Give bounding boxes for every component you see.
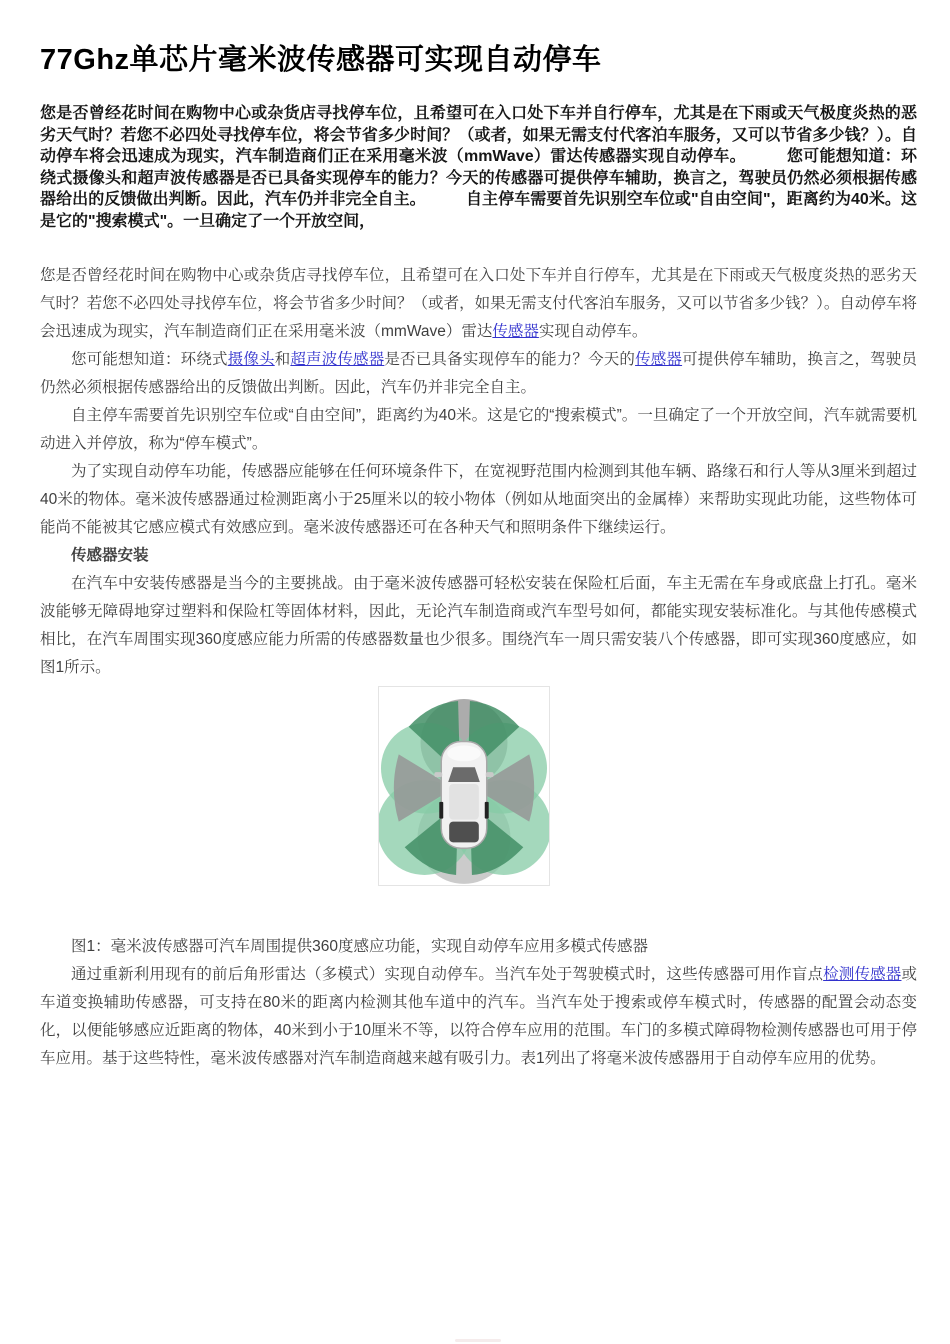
car-mirror-right: [486, 772, 494, 777]
text-segment: 是否已具备实现停车的能力？今天的: [384, 351, 636, 368]
paragraph-mmwave-radar: [40, 262, 917, 346]
car-mirror-left: [434, 772, 442, 777]
paragraph-search-mode: [40, 402, 917, 458]
article-body: [40, 262, 917, 1073]
text-segment: 可提供停车辅助，换言之，驾驶员仍然必须根据传感器给出的反馈做出判断。因此，汽车仍并非完全自主。: [40, 351, 917, 396]
car-top-view: [434, 742, 493, 849]
sensor-coverage-diagram: [379, 687, 549, 885]
figure-caption: 图1：毫米波传感器可汽车周围提供360度感应功能，实现自动停车应用多模式传感器: [71, 938, 648, 955]
section-heading-sensor-install: 传感器安装: [71, 547, 149, 564]
paragraph-detection-range: [40, 458, 917, 542]
text-segment: 您是否曾经花时间在购物中心或杂货店寻找停车位，且希望可在入口处下车并自行停车，尤其是在下雨或天气极度炎热的恶劣天气时？若您不必四处寻找停车位，将会节省多少时间？（或者，如果无需支付代客泊车服务，又可以节省多少钱？）。自动停车将会迅速成为现实，汽车制造商们正在采用毫米波（mmWave）雷达: [40, 267, 917, 340]
article-content: [0, 42, 950, 1073]
text-segment: 或车道变换辅助传感器，可支持在80米的距离内检测其他车道中的汽车。当汽车处于搜索或停车模式时，传感器的配置会动态变化，以便能够感应近距离的物体，40米到小于10厘米不等，以符合停车应用的范围。车门的多模式障碍物检测传感器也可用于停车应用。基于这些特性，毫米波传感器对汽车制造商越来越有吸引力。表1列出了将毫米波传感器用于自动停车应用的优势。: [40, 966, 917, 1067]
text-segment: 您可能想知道：环绕式: [71, 351, 228, 368]
car-windshield: [448, 767, 480, 782]
inline-link[interactable]: 摄像头: [227, 351, 275, 368]
next-content-peek: [455, 1339, 501, 1342]
paragraph-installation: [40, 570, 917, 682]
car-rear-window: [449, 822, 479, 843]
text-segment: 实现自动停车。: [538, 323, 648, 340]
intro-paragraph: 您是否曾经花时间在购物中心或杂货店寻找停车位，且希望可在入口处下车并自行停车，尤其是在下雨或天气极度炎热的恶劣天气时？若您不必四处寻找停车位，将会节省多少时间？（或者，如果无需支付代客泊车服务，又可以节省多少钱？）。自动停车将会迅速成为现实，汽车制造商们正在采用毫米波（mmWave）雷达传感器实现自动停车。 您可能想知道：环绕式摄像头和超声波传感器是否已具备实现停车的能力？今天的传感器可提供停车辅助，换言之，驾驶员仍然必须根据传感器给出的反馈做出判断。因此，汽车仍并非完全自主。 自主停车需要首先识别空车位或"自由空间"，距离约为40米。这是它的"搜索模式"。一旦确定了一个开放空间，: [40, 105, 917, 230]
figure-car-360-sensing: [378, 686, 550, 886]
car-wheel-left: [439, 802, 443, 819]
car-wheel-right: [485, 802, 489, 819]
text-segment: 和: [274, 351, 291, 368]
page-title: 77Ghz单芯片毫米波传感器可实现自动停车: [40, 44, 602, 76]
text-segment: 在汽车中安装传感器是当今的主要挑战。由于毫米波传感器可轻松安装在保险杠后面，车主无需在车身或底盘上打孔。毫米波能够无障碍地穿过塑料和保险杠等固体材料，因此，无论汽车制造商或汽车型号如何，都能实现安装标准化。与其他传感模式相比，在汽车周围实现360度感应能力所需的传感器数量也少很多。围绕汽车一周只需安装八个传感器，即可实现360度感应，如图1所示。: [40, 575, 917, 676]
inline-link[interactable]: 传感器: [635, 351, 683, 368]
paragraph-surround-cameras: [40, 346, 917, 402]
text-segment: 为了实现自动停车功能，传感器应能够在任何环境条件下，在宽视野范围内检测到其他车辆、路缘石和行人等从3厘米到超过40米的物体。毫米波传感器通过检测距离小于25厘米以的较小物体（例如从地面突出的金属棒）来帮助实现此功能，这些物体可能尚不能被其它感应模式有效感应到。毫米波传感器还可在各种天气和照明条件下继续运行。: [40, 463, 917, 536]
text-segment: 自主停车需要首先识别空车位或“自由空间”，距离约为40米。这是它的“搜索模式”。一旦确定了一个开放空间，汽车就需要机动进入并停放，称为“停车模式”。: [40, 407, 917, 452]
text-segment: 通过重新利用现有的前后角形雷达（多模式）实现自动停车。当汽车处于驾驶模式时，这些传感器可用作盲点: [71, 966, 824, 983]
inline-link[interactable]: 超声波传感器: [290, 351, 385, 368]
inline-link[interactable]: 传感器: [492, 323, 539, 340]
inline-link[interactable]: 检测传感器: [823, 966, 902, 983]
paragraph-multimode-reuse: [40, 961, 917, 1073]
